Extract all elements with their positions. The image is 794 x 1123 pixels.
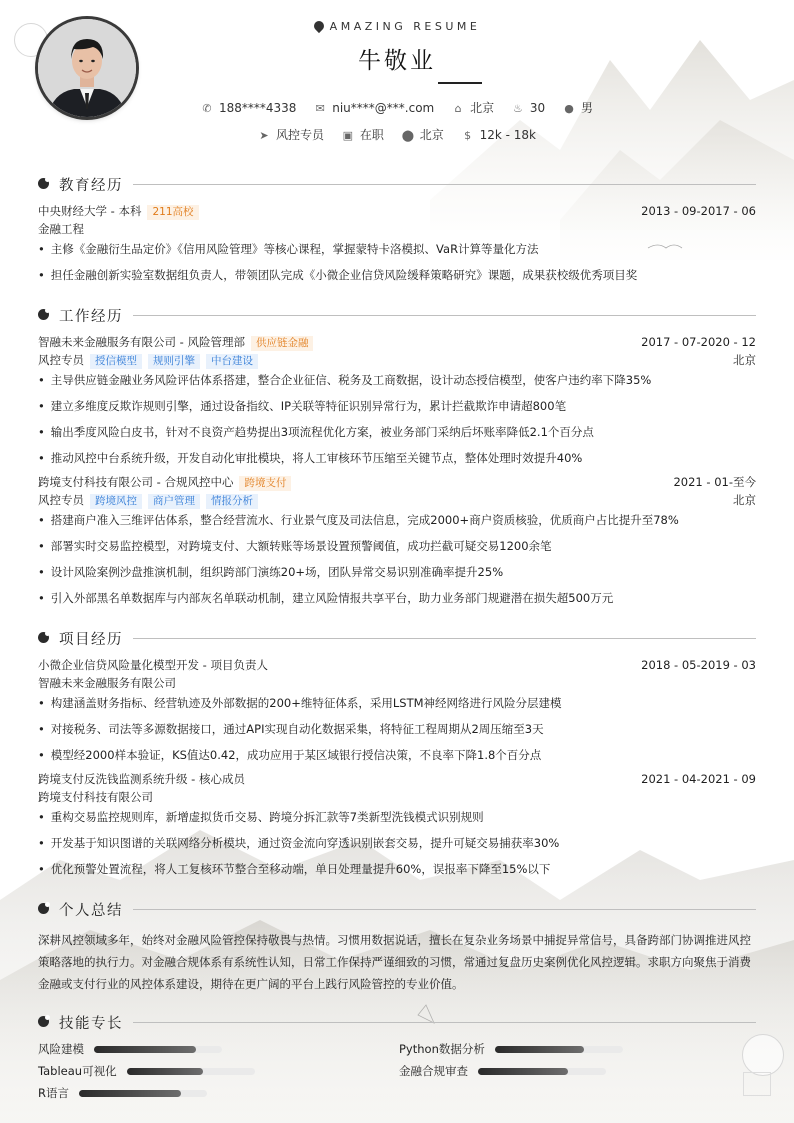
section-education bbox=[38, 174, 756, 194]
skill-name: Tableau可视化 bbox=[38, 1064, 117, 1078]
age-value: 30 bbox=[529, 101, 546, 115]
section-title: 教育经历 bbox=[59, 178, 123, 194]
company-name: 智融未来金融服务有限公司 - 风险管理部 bbox=[38, 335, 245, 349]
project-company: 智融未来金融服务有限公司 bbox=[38, 676, 176, 690]
work-role-row bbox=[38, 352, 756, 369]
skill-bar-fill bbox=[79, 1090, 181, 1097]
skill-name: 金融合规审查 bbox=[399, 1064, 468, 1078]
section-divider bbox=[133, 909, 756, 910]
skill-tag: 中台建设 bbox=[206, 354, 258, 369]
gender-icon: ● bbox=[564, 102, 574, 115]
industry-tag: 跨境支付 bbox=[239, 476, 291, 491]
list-item: • 担任金融创新实验室数据组负责人，带领团队完成《小微企业信贷风险缓释策略研究》课题，成果获校级优秀项目奖 bbox=[38, 267, 756, 283]
list-item: • 开发基于知识图谱的关联网络分析模块，通过资金流向穿透识别嵌套交易，提升可疑交易捕获率30% bbox=[38, 835, 756, 851]
list-item: • 部署实时交易监控模型，对跨境支付、大额转账等场景设置预警阈值，成功拦截可疑交易1200余笔 bbox=[38, 538, 756, 554]
salary-item bbox=[462, 128, 536, 142]
section-projects bbox=[38, 628, 756, 648]
candidate-name: 牛敬业 bbox=[358, 48, 436, 74]
skill-item bbox=[38, 1063, 255, 1079]
skill-bar bbox=[478, 1068, 606, 1075]
list-item: • 设计风险案例沙盘推演机制，组织跨部门演练20+场，团队异常交易识别准确率提升25% bbox=[38, 564, 756, 580]
skill-bar bbox=[79, 1090, 207, 1097]
school-name: 中央财经大学 - 本科 bbox=[38, 204, 142, 218]
list-item: • 重构交易监控规则库，新增虚拟货币交易、跨境分拆汇款等7类新型洗钱模式识别规则 bbox=[38, 809, 756, 825]
skill-name: Python数据分析 bbox=[399, 1042, 485, 1056]
section-title: 技能专长 bbox=[59, 1016, 123, 1032]
phone-value: 188****4338 bbox=[218, 101, 297, 115]
job-title-value: 风控专员 bbox=[276, 128, 325, 142]
skill-tag: 商户管理 bbox=[148, 494, 200, 509]
skill-tag: 授信模型 bbox=[90, 354, 142, 369]
company-name: 跨境支付科技有限公司 - 合规风控中心 bbox=[38, 475, 234, 489]
list-item: • 引入外部黑名单数据库与内部灰名单联动机制，建立风险情报共享平台，助力业务部门规避潜在损失超500万元 bbox=[38, 590, 756, 606]
brand-text: AMAZING RESUME bbox=[329, 20, 481, 33]
section-divider bbox=[133, 315, 756, 316]
list-item: • 主导供应链金融业务风险评估体系搭建，整合企业征信、税务及工商数据，设计动态授信模型，使客户违约率下降35% bbox=[38, 372, 756, 388]
job-city-item bbox=[402, 126, 444, 143]
education-header bbox=[38, 203, 756, 220]
project-date: 2018 - 05-2019 - 03 bbox=[641, 658, 756, 672]
money-icon: $ bbox=[464, 129, 472, 142]
industry-tag: 供应链金融 bbox=[251, 336, 314, 351]
section-work bbox=[38, 305, 756, 325]
school-tag: 211高校 bbox=[147, 205, 198, 220]
skill-item bbox=[399, 1041, 623, 1057]
project-date: 2021 - 04-2021 - 09 bbox=[641, 772, 756, 786]
list-item: • 建立多维度反欺诈规则引擎，通过设备指纹、IP关联等特征识别异常行为，累计拦截欺诈申请超800笔 bbox=[38, 398, 756, 414]
job-title-item bbox=[258, 126, 324, 143]
project-company: 跨境支付科技有限公司 bbox=[38, 790, 153, 804]
section-bullet-icon bbox=[38, 1016, 49, 1027]
section-divider bbox=[133, 184, 756, 185]
work-header bbox=[38, 334, 756, 351]
summary-text: 深耕风控领域多年，始终对金融风险管控保持敬畏与热情。习惯用数据说话，擅长在复杂业务场景中捕捉异常信号，具备跨部门协调推进风控策略落地的执行力。对金融合规体系有系统性认知，日常工作保持严谨细致的习惯，常通过复盘历史案例优化风控逻辑。求职方向聚焦于消费金融或支付行业的风控体系建设，期待在更广阔的平台上践行风险管控的专业价值。 bbox=[38, 933, 751, 991]
skill-item bbox=[38, 1041, 222, 1057]
project-header bbox=[38, 771, 756, 787]
name-underline bbox=[438, 82, 482, 84]
section-title: 个人总结 bbox=[59, 903, 123, 919]
skill-tag: 跨境风控 bbox=[90, 494, 142, 509]
section-divider bbox=[133, 638, 756, 639]
status-item bbox=[342, 126, 384, 143]
skill-bar bbox=[495, 1046, 623, 1053]
skill-bar-fill bbox=[495, 1046, 585, 1053]
list-item: • 输出季度风险白皮书，针对不良资产趋势提出3项流程优化方案，被业务部门采纳后坏账率降低2.1个百分点 bbox=[38, 424, 756, 440]
list-item: • 对接税务、司法等多源数据接口，通过API实现自动化数据采集，将特征工程周期从2周压缩至3天 bbox=[38, 721, 756, 737]
work-role-row bbox=[38, 492, 756, 509]
project-title: 小微企业信贷风险量化模型开发 - 项目负责人 bbox=[38, 658, 268, 672]
role-name: 风控专员 bbox=[38, 493, 84, 507]
list-item: • 推动风控中台系统升级，开发自动化审批模块，将人工审核环节压缩至关键节点，整体处理时效提升40% bbox=[38, 450, 756, 466]
decorative-circle bbox=[742, 1034, 784, 1076]
city-item bbox=[452, 99, 494, 116]
section-title: 工作经历 bbox=[59, 309, 123, 325]
section-bullet-icon bbox=[38, 632, 49, 643]
skill-bar-fill bbox=[127, 1068, 204, 1075]
skill-tag: 规则引擎 bbox=[148, 354, 200, 369]
education-date: 2013 - 09-2017 - 06 bbox=[641, 204, 756, 218]
gender-item bbox=[563, 99, 593, 116]
skill-bar-fill bbox=[478, 1068, 568, 1075]
section-skills bbox=[38, 1012, 756, 1032]
email-value: niu****@***.com bbox=[332, 101, 435, 115]
ink-drop-icon bbox=[312, 19, 326, 33]
skill-item bbox=[399, 1063, 606, 1079]
section-summary bbox=[38, 899, 756, 919]
cake-icon: ♨ bbox=[512, 102, 523, 115]
age-item bbox=[512, 101, 545, 115]
decorative-square bbox=[743, 1072, 771, 1096]
section-title: 项目经历 bbox=[59, 632, 123, 648]
status-value: 在职 bbox=[359, 128, 384, 142]
send-icon: ➤ bbox=[259, 129, 269, 142]
project-header bbox=[38, 657, 756, 673]
job-city-value: 北京 bbox=[419, 128, 444, 142]
work-city: 北京 bbox=[733, 353, 756, 367]
skill-bar bbox=[94, 1046, 222, 1053]
list-item: • 搭建商户准入三维评估体系，整合经营流水、行业景气度及司法信息，完成2000+商户资质核验，优质商户占比提升至78% bbox=[38, 512, 756, 528]
pin-icon: ⬤ bbox=[401, 129, 415, 142]
role-name: 风控专员 bbox=[38, 353, 84, 367]
email-item bbox=[314, 101, 434, 115]
work-date: 2017 - 07-2020 - 12 bbox=[641, 335, 756, 349]
skill-name: R语言 bbox=[38, 1086, 69, 1100]
list-item: • 构建涵盖财务指标、经营轨迹及外部数据的200+维特征体系，采用LSTM神经网络进行风险分层建模 bbox=[38, 695, 756, 711]
city-value: 北京 bbox=[470, 101, 495, 115]
briefcase-icon: ▣ bbox=[342, 129, 354, 142]
skill-tag: 情报分析 bbox=[206, 494, 258, 509]
skill-bar bbox=[127, 1068, 255, 1075]
home-icon: ⌂ bbox=[454, 102, 462, 115]
skill-item bbox=[38, 1085, 207, 1101]
work-city: 北京 bbox=[733, 493, 756, 507]
gender-value: 男 bbox=[581, 101, 594, 115]
section-bullet-icon bbox=[38, 903, 49, 914]
salary-value: 12k - 18k bbox=[479, 128, 536, 142]
list-item: • 优化预警处置流程，将人工复核环节整合至移动端，单日处理量提升60%，误报率下降至15%以下 bbox=[38, 861, 756, 877]
phone-item bbox=[201, 101, 296, 115]
work-date: 2021 - 01-至今 bbox=[673, 475, 756, 489]
section-bullet-icon bbox=[38, 309, 49, 320]
phone-icon: ✆ bbox=[202, 102, 212, 115]
work-header bbox=[38, 474, 756, 491]
section-divider bbox=[133, 1022, 756, 1023]
brand-title bbox=[0, 20, 794, 33]
job-intent-row bbox=[0, 126, 794, 143]
list-item: • 主修《金融衍生品定价》《信用风险管理》等核心课程，掌握蒙特卡洛模拟、VaR计算等量化方法 bbox=[38, 241, 756, 257]
skill-bar-fill bbox=[94, 1046, 196, 1053]
education-major: 金融工程 bbox=[38, 222, 84, 236]
contact-info-row bbox=[0, 99, 794, 116]
section-bullet-icon bbox=[38, 178, 49, 189]
skill-name: 风险建模 bbox=[38, 1042, 84, 1056]
list-item: • 模型经2000样本验证，KS值达0.42，成功应用于某区域银行授信决策，不良率下降1.8个百分点 bbox=[38, 747, 756, 763]
mail-icon: ✉ bbox=[315, 102, 325, 115]
project-title: 跨境支付反洗钱监测系统升级 - 核心成员 bbox=[38, 772, 245, 786]
